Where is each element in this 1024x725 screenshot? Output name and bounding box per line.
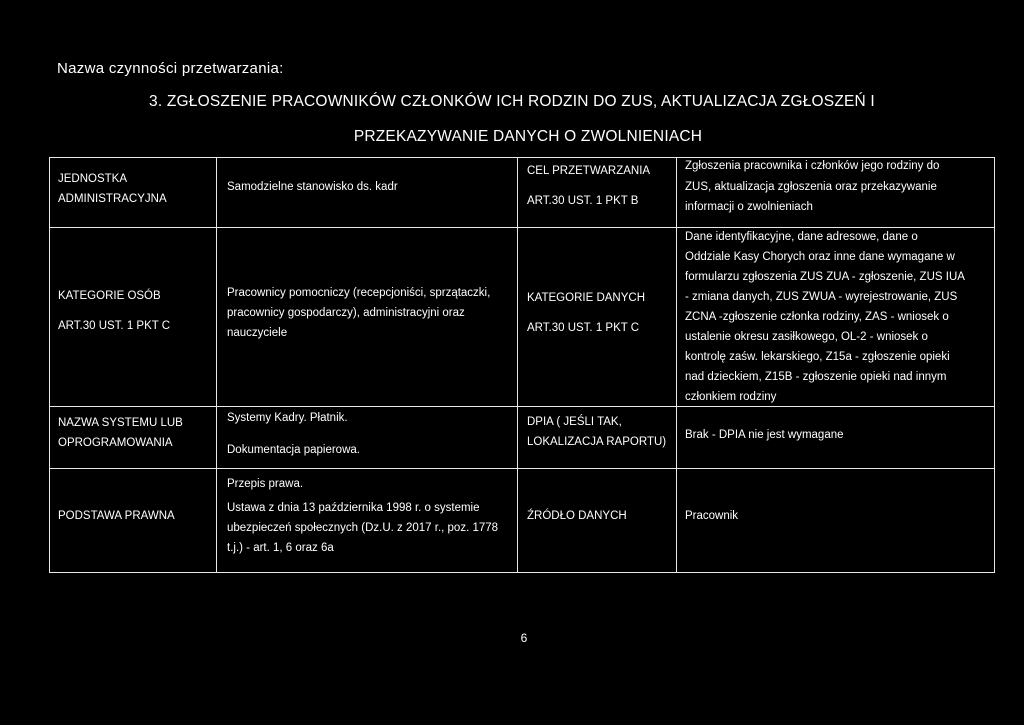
text-line: - zmiana danych, ZUS ZWUA - wyrejestrowanie, ZUS — [685, 291, 958, 303]
cell-legal-basis-label: PODSTAWA PRAWNA — [58, 510, 175, 522]
text-line: Dane identyfikacyjne, dane adresowe, dane o — [685, 231, 918, 243]
cell-data-categories-value — [685, 227, 965, 407]
text-line: pracownicy gospodarczy), administracyjni oraz — [227, 307, 465, 319]
label-line: NAZWA SYSTEMU LUB — [58, 417, 183, 429]
cell-organizational-unit-value: Samodzielne stanowisko ds. kadr — [227, 181, 398, 193]
cell-dpia-value: Brak - DPIA nie jest wymagane — [685, 429, 844, 441]
page-number: 6 — [520, 631, 528, 645]
cell-data-source-label: ŹRÓDŁO DANYCH — [527, 510, 627, 522]
column-divider — [517, 157, 518, 572]
text-line: ubezpieczeń społecznych (Dz.U. z 2017 r., poz. 1778 — [227, 522, 499, 534]
text-line: informacji o zwolnieniach — [685, 201, 813, 213]
cell-person-categories-label — [58, 286, 170, 336]
label-line: OPROGRAMOWANIA — [58, 437, 173, 449]
cell-person-categories-value — [227, 283, 490, 343]
text-line: nad dzieckiem, Z15B - zgłoszenie opieki nad innym — [685, 371, 947, 383]
text-line: Pracownicy pomocniczy (recepcjoniści, sprzątaczki, — [227, 287, 491, 299]
label-line: CEL PRZETWARZANIA — [527, 165, 651, 177]
cell-data-categories-label — [527, 288, 645, 338]
activity-title-line-2: PRZEKAZYWANIE DANYCH O ZWOLNIENIACH — [353, 128, 703, 145]
text-line: Ustawa z dnia 13 października 1998 r. o systemie — [227, 502, 480, 514]
label-line: JEDNOSTKA — [58, 173, 128, 185]
label-line: DPIA ( JEŚLI TAK, — [527, 416, 622, 428]
column-divider — [216, 157, 217, 572]
text-line: Dokumentacja papierowa. — [227, 444, 360, 456]
text-line: t.j.) - art. 1, 6 oraz 6a — [227, 542, 334, 554]
label-line: LOKALIZACJA RAPORTU) — [527, 436, 667, 448]
text-line: Systemy Kadry. Płatnik. — [227, 412, 348, 424]
cell-purpose-label — [527, 161, 650, 211]
text-line: Przepis prawa. — [227, 478, 304, 490]
label-line: ADMINISTRACYJNA — [58, 193, 167, 205]
processing-name-heading: Nazwa czynności przetwarzania: — [57, 60, 284, 77]
cell-data-source-value: Pracownik — [685, 510, 739, 522]
legal-reference: ART.30 UST. 1 PKT B — [527, 195, 639, 207]
cell-organizational-unit-label — [58, 169, 167, 209]
text-line: formularzu zgłoszenia ZUS ZUA - zgłoszenie, ZUS IUA — [685, 271, 965, 283]
text-line: Oddziale Kasy Chorych oraz inne dane wymagane w — [685, 251, 955, 263]
text-line: ustalenie okresu zasiłkowego, OL-2 - wniosek o — [685, 331, 928, 343]
text-line: ZCNA -zgłoszenie członka rodziny, ZAS - wniosek o — [685, 311, 949, 323]
column-divider — [676, 157, 677, 572]
cell-purpose-value — [685, 156, 939, 218]
text-line: nauczyciele — [227, 327, 288, 339]
cell-system-name-value — [227, 408, 360, 460]
cell-dpia-label — [527, 412, 666, 452]
register-table — [49, 157, 995, 573]
label-line: KATEGORIE DANYCH — [527, 292, 645, 304]
legal-reference: ART.30 UST. 1 PKT C — [527, 322, 640, 334]
legal-reference: ART.30 UST. 1 PKT C — [58, 320, 171, 332]
text-line: Zgłoszenia pracownika i członków jego rodziny do — [685, 160, 940, 172]
text-line: członkiem rodziny — [685, 391, 777, 403]
activity-title-line-1: 3. ZGŁOSZENIE PRACOWNIKÓW CZŁONKÓW ICH RODZIN DO ZUS, AKTUALIZACJA ZGŁOSZEŃ I — [149, 93, 875, 110]
label-line: KATEGORIE OSÓB — [58, 290, 161, 302]
cell-system-name-label — [58, 413, 183, 453]
row-divider — [50, 468, 994, 469]
text-line: ZUS, aktualizacja zgłoszenia oraz przekazywanie — [685, 180, 937, 193]
text-line: kontrolę zaśw. lekarskiego, Z15a - zgłoszenie opieki — [685, 351, 950, 363]
cell-legal-basis-value — [227, 474, 498, 558]
